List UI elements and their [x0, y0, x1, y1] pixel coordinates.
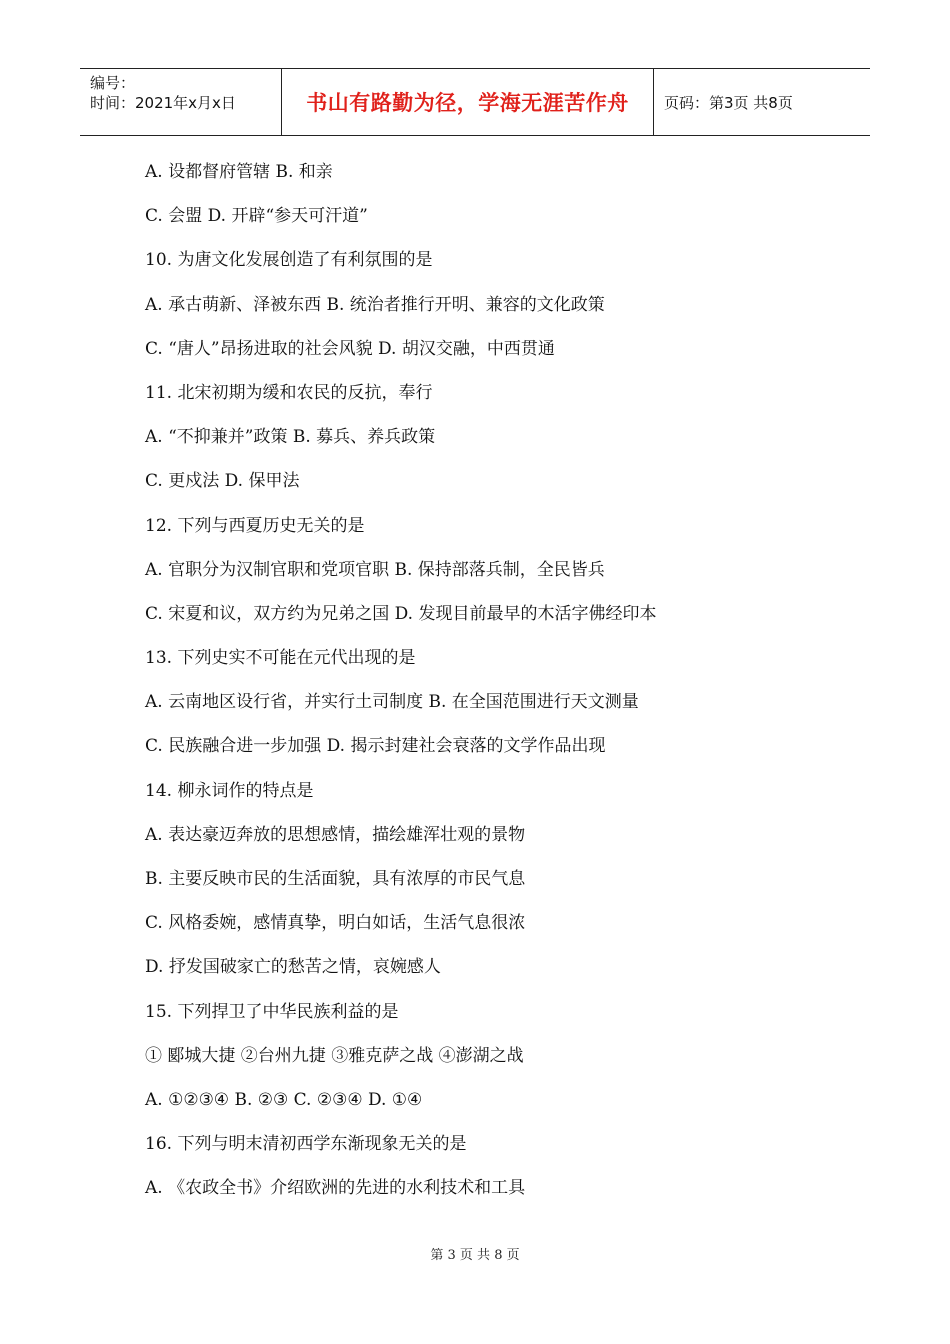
text-line: C. 民族融合进一步加强 D. 揭示封建社会衰落的文学作品出现: [145, 736, 606, 757]
text-line: C. “唐人”昂扬进取的社会风貌 D. 胡汉交融，中西贯通: [145, 338, 555, 359]
text-line: D. 抒发国破家亡的愁苦之情，哀婉感人: [145, 957, 441, 978]
question-line: 16. 下列与明末清初西学东渐现象无关的是: [145, 1134, 467, 1155]
text-line: C. 会盟 D. 开辟“参天可汗道”: [145, 206, 368, 227]
question-line: 15. 下列捍卫了中华民族利益的是: [145, 1001, 399, 1022]
document-number-label: 编号：: [90, 74, 136, 92]
page-header: [80, 68, 870, 136]
page-footer: 第 3 页 共 8 页: [430, 1248, 520, 1263]
question-line: 14. 柳永词作的特点是: [145, 780, 314, 801]
header-meta: [80, 69, 282, 135]
text-line: A. 云南地区设行省，并实行土司制度 B. 在全国范围进行天文测量: [145, 692, 639, 713]
text-line: A. 承古萌新、泽被东西 B. 统治者推行开明、兼容的文化政策: [145, 294, 605, 315]
document-body: [145, 150, 865, 1211]
question-line: 10. 为唐文化发展创造了有利氛围的是: [145, 250, 433, 271]
text-line: A. ①②③④ B. ②③ C. ②③④ D. ①④: [145, 1089, 423, 1110]
text-line: C. 更戍法 D. 保甲法: [145, 471, 300, 492]
text-line: A. 官职分为汉制官职和党项官职 B. 保持部落兵制，全民皆兵: [145, 559, 605, 580]
text-line: C. 风格委婉，感情真挚，明白如话，生活气息很浓: [145, 913, 526, 934]
header-page-code: 页码：第3页 共8页: [664, 93, 793, 112]
text-line: A. “不抑兼并”政策 B. 募兵、养兵政策: [145, 427, 436, 448]
text-line: A. 设都督府管辖 B. 和亲: [145, 162, 333, 182]
document-time-label: 时间：2021年x月x日: [90, 94, 236, 112]
text-line: A. 表达豪迈奔放的思想感情，描绘雄浑壮观的景物: [145, 824, 526, 845]
question-line: 12. 下列与西夏历史无关的是: [145, 515, 365, 536]
question-line: 11. 北宋初期为缓和农民的反抗，奉行: [145, 382, 433, 403]
text-line: B. 主要反映市民的生活面貌，具有浓厚的市民气息: [145, 869, 526, 889]
text-line: A. 《农政全书》介绍欧洲的先进的水利技术和工具: [145, 1178, 526, 1199]
question-line: 13. 下列史实不可能在元代出现的是: [145, 648, 416, 669]
text-line: ① 郾城大捷 ②台州九捷 ③雅克萨之战 ④澎湖之战: [145, 1045, 524, 1066]
text-line: C. 宋夏和议，双方约为兄弟之国 D. 发现目前最早的木活字佛经印本: [145, 603, 657, 624]
header-motto: 书山有路勤为径，学海无涯苦作舟: [282, 69, 654, 135]
